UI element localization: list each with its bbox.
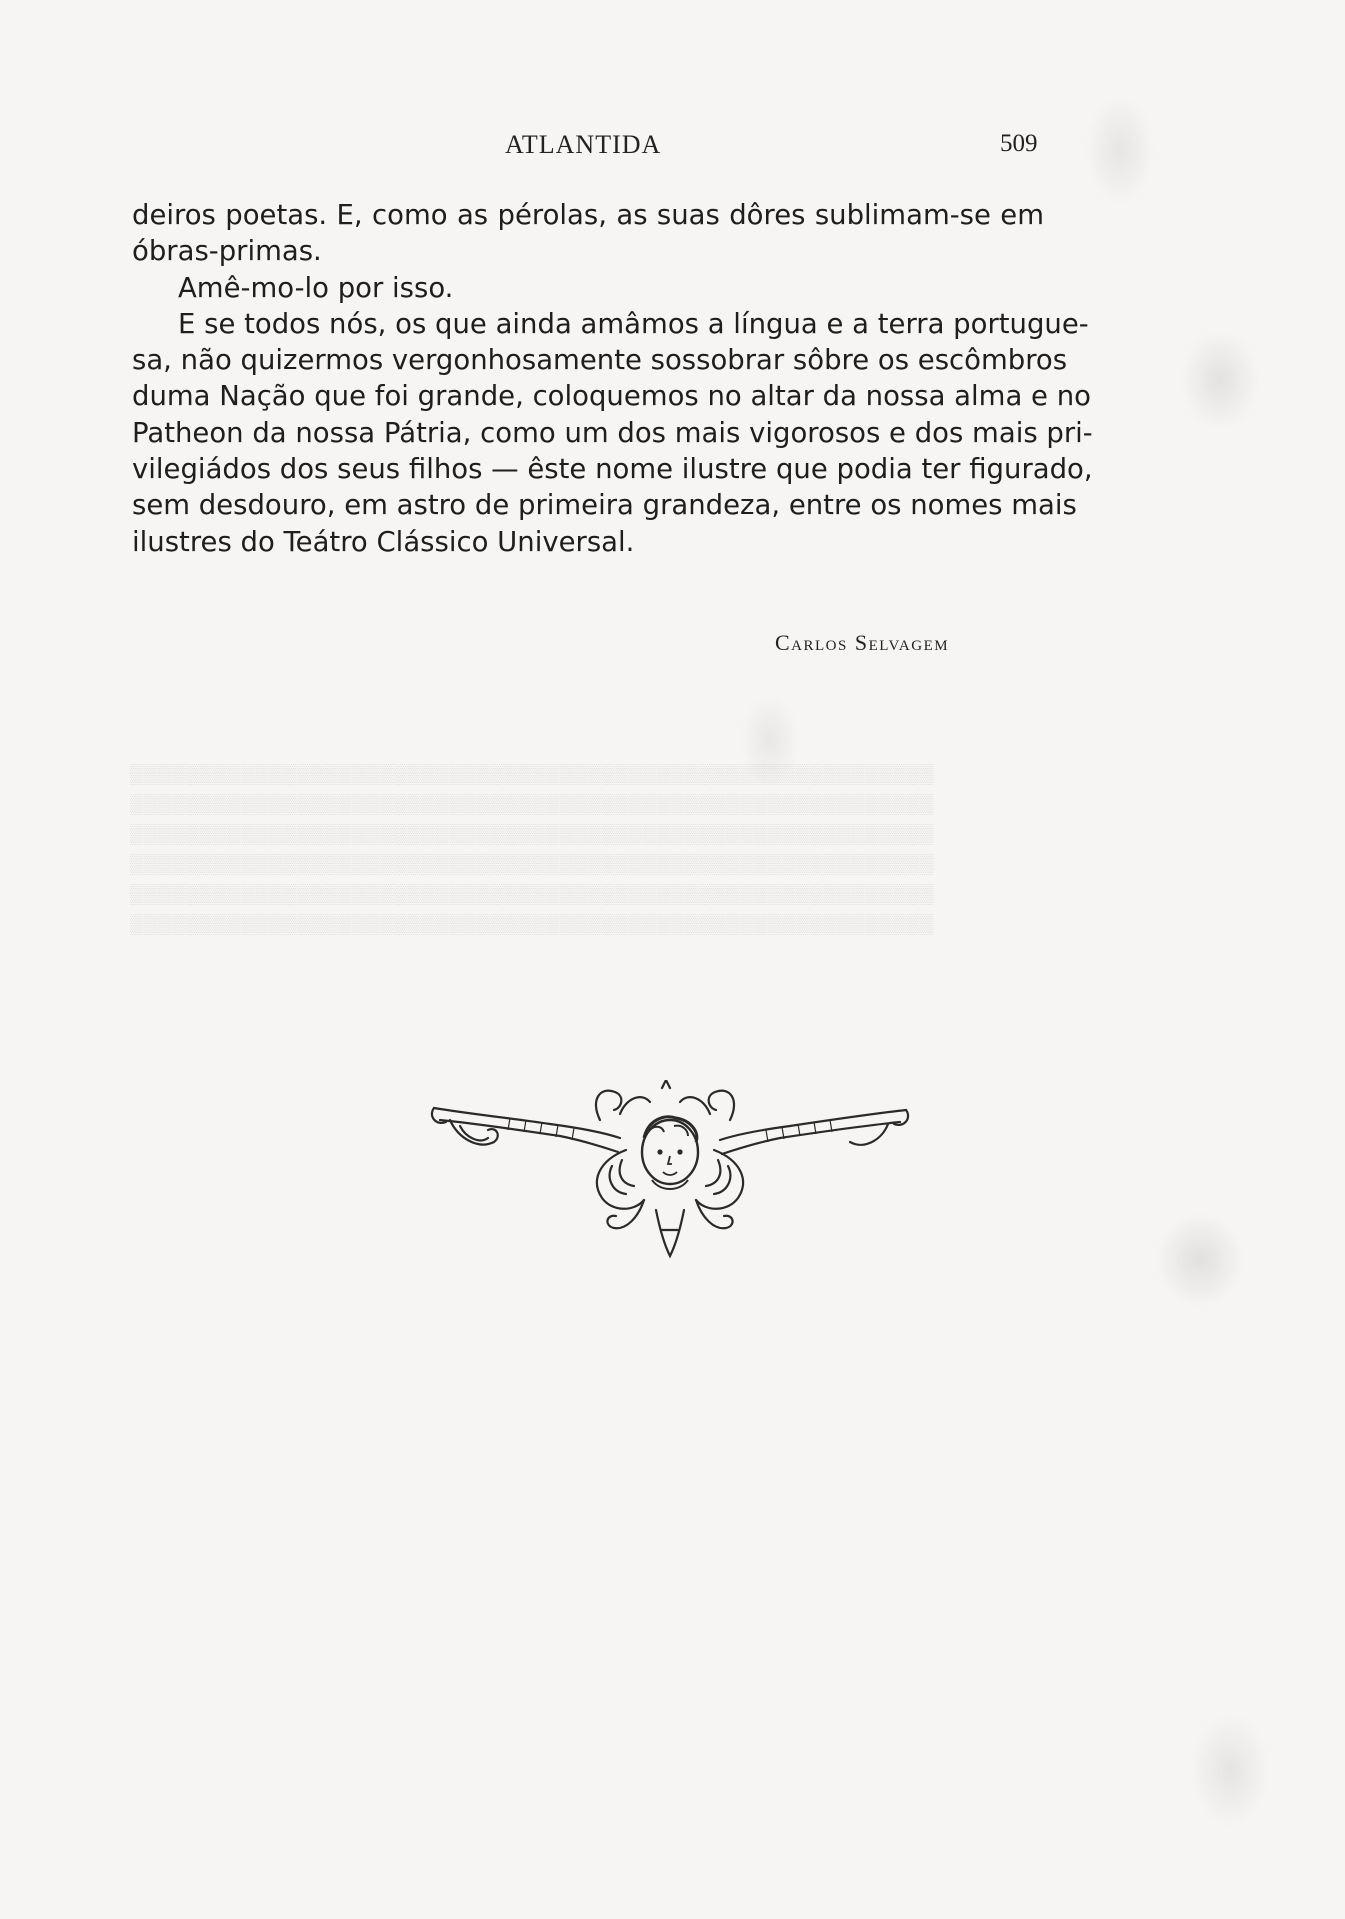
paragraph-1: [132, 197, 1044, 270]
paragraph-3-cont: [132, 342, 1093, 560]
cherub-head-ornament-icon: [430, 1080, 910, 1260]
body-text: [132, 197, 1093, 560]
running-head: [0, 130, 1345, 170]
running-title: ATLANTIDA: [505, 130, 662, 159]
bleed-through-texture: ▒▒▒▒▒▒▒▒▒▒▒▒▒▒▒▒▒▒▒▒▒▒▒▒▒▒▒▒▒▒▒▒▒▒▒▒▒▒▒▒▒▒▒▒▒▒▒▒▒▒▒▒▒▒▒▒▒▒ ▒▒▒▒▒▒▒▒▒▒▒▒▒▒▒▒▒▒▒▒▒▒▒▒▒▒▒▒▒▒▒▒▒▒▒▒▒▒▒▒▒▒▒▒▒▒▒▒▒▒▒▒▒▒▒▒▒▒ ▒▒▒▒▒▒▒▒▒▒▒▒▒▒▒▒▒▒▒▒▒▒▒▒▒▒▒▒▒▒▒▒▒▒▒▒▒▒▒▒▒▒▒▒▒▒▒▒▒▒▒▒▒▒▒▒▒▒ ▒▒▒▒▒▒▒▒▒▒▒▒▒▒▒▒▒▒▒▒▒▒▒▒▒▒▒▒▒▒▒▒▒▒▒▒▒▒▒▒▒▒▒▒▒▒▒▒▒▒▒▒▒▒▒▒▒▒ ▒▒▒▒▒▒▒▒▒▒▒▒▒▒▒▒▒▒▒▒▒▒▒▒▒▒▒▒▒▒▒▒▒▒▒▒▒▒▒▒▒▒▒▒▒▒▒▒▒▒▒▒▒▒▒▒▒▒ ▒▒▒▒▒▒▒▒▒▒▒▒▒▒▒▒▒▒▒▒▒▒▒▒▒▒▒▒▒▒▒▒▒▒▒▒▒▒▒▒▒▒▒▒▒▒▒▒▒▒▒▒▒▒▒▒▒▒: [130, 764, 934, 935]
text-line: ilustres do Teátro Clássico Universal.: [132, 525, 635, 558]
text-line: E se todos nós, os que ainda amâmos a língua e a terra portugue-: [178, 307, 1089, 340]
text-line: sa, não quizermos vergonhosamente sossobrar sôbre os escômbros: [132, 344, 1068, 377]
text-line: Amê-mo-lo por isso.: [178, 271, 454, 304]
paragraph-3: [132, 306, 1089, 342]
text-line: vilegiádos dos seus filhos — êste nome ilustre que podia ter figurado,: [132, 453, 1093, 486]
paragraph-2: [132, 270, 1044, 306]
text-line: sem desdouro, em astro de primeira grandeza, entre os nomes mais: [132, 489, 1077, 522]
text-line: Patheon da nossa Pátria, como um dos mais vigorosos e dos mais pri-: [132, 416, 1093, 449]
author-signature: Carlos Selvagem: [775, 630, 950, 655]
text-line: deiros poetas. E, como as pérolas, as suas dôres sublimam-se em: [132, 199, 1044, 231]
page-number: 509: [1000, 130, 1038, 157]
text-line: duma Nação que foi grande, coloquemos no altar da nossa alma e no: [132, 380, 1091, 413]
text-line: óbras-primas.: [132, 235, 322, 268]
